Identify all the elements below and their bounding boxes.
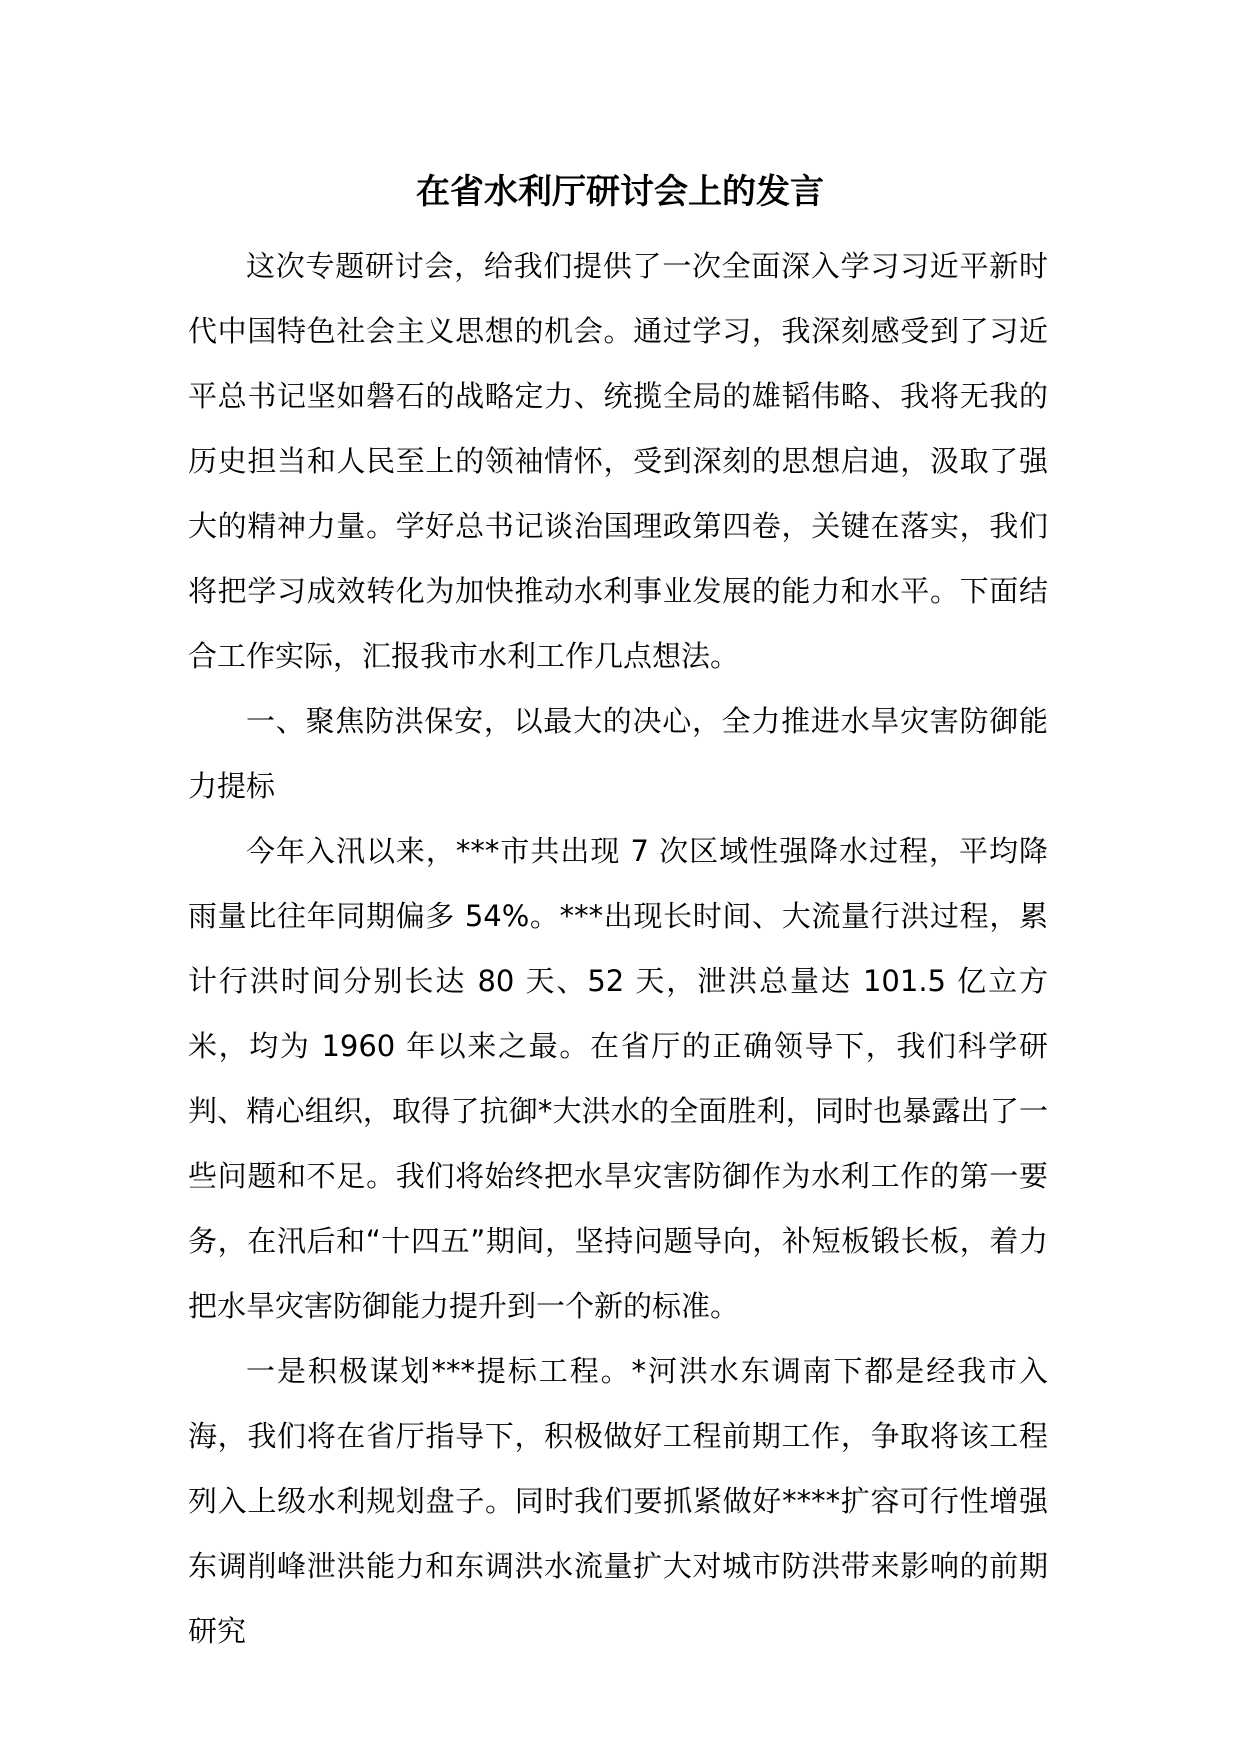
- paragraph-flood-season: 今年入汛以来，***市共出现 7 次区域性强降水过程，平均降雨量比往年同期偏多 54%。***出现长时间、大流量行洪过程，累计行洪时间分别长达 80 天、52 天，泄洪总量达 101.5 亿立方米，均为 1960 年以来之最。在省厅的正确领导下，我们科学研判、精心组织，取得了抗御*大洪水的全面胜利，同时也暴露出了一些问题和不足。我们将始终把水旱灾害防御作为水利工作的第一要务，在汛后和“十四五”期间，坚持问题导向，补短板锻长板，着力把水旱灾害防御能力提升到一个新的标准。: [188, 834, 1048, 1323]
- paragraph-intro: 这次专题研讨会，给我们提供了一次全面深入学习习近平新时代中国特色社会主义思想的机会。通过学习，我深刻感受到了习近平总书记坚如磐石的战略定力、统揽全局的雄韬伟略、我将无我的历史担当和人民至上的领袖情怀，受到深刻的思想启迪，汲取了强大的精神力量。学好总书记谈治国理政第四卷，关键在落实，我们将把学习成效转化为加快推动水利事业发展的能力和水平。下面结合工作实际，汇报我市水利工作几点想法。: [188, 249, 1048, 673]
- document-title: 在省水利厅研讨会上的发言: [416, 172, 824, 212]
- paragraph-first-measure: 一是积极谋划***提标工程。*河洪水东调南下都是经我市入海，我们将在省厅指导下，积极做好工程前期工作，争取将该工程列入上级水利规划盘子。同时我们要抓紧做好****扩容可行性增强东调削峰泄洪能力和东调洪水流量扩大对城市防洪带来影响的前期研究: [188, 1354, 1048, 1648]
- document-body: [188, 234, 1048, 1664]
- paragraph-section-heading: 一、聚焦防洪保安，以最大的决心，全力推进水旱灾害防御能力提标: [188, 704, 1048, 803]
